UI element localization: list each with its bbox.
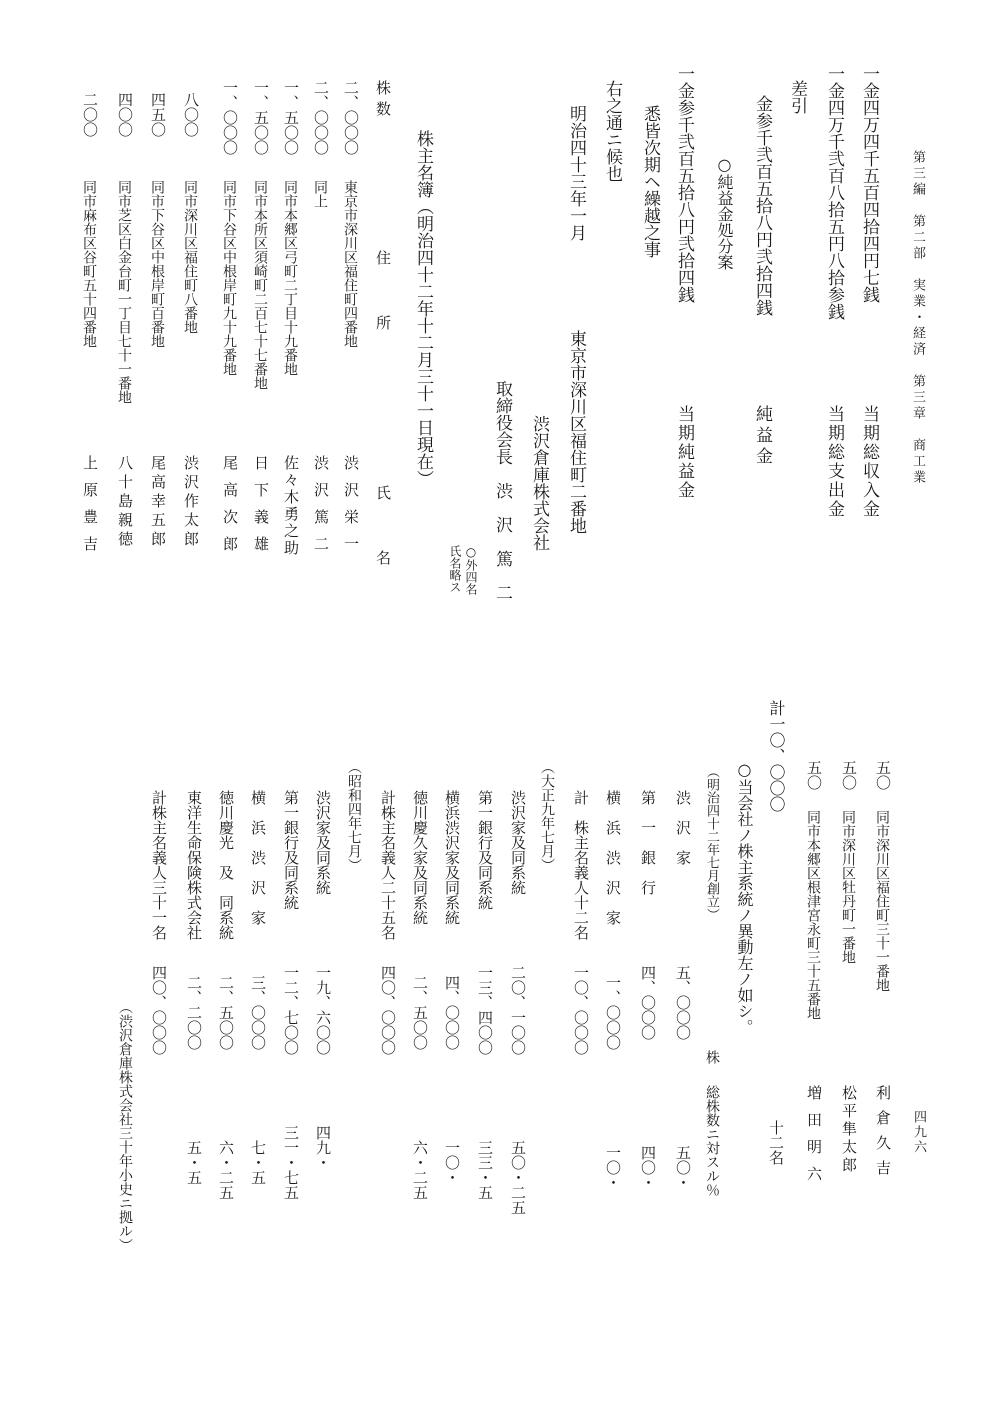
row-name: 日下義雄 <box>252 455 270 563</box>
others-note-1: ○外四名 <box>464 545 478 595</box>
row-address: 同市深川区福住町八番地 <box>182 180 198 334</box>
label-period-net-profit: 当期純益金 <box>674 405 694 500</box>
holder-percent: 四〇・ <box>639 1145 657 1190</box>
holder-shares: 二〇、一〇〇 <box>509 965 527 1055</box>
row-name: 佐々木勇之助 <box>282 455 300 557</box>
changes-intro: ○当会社ノ株主系統ノ異動左ノ如シ。 <box>735 760 754 1035</box>
signer-line: 取締役会長 渋 沢 篤 二 <box>492 380 512 601</box>
row-address: 同市本所区須崎町二百七十七番地 <box>252 180 268 390</box>
row-name: 利倉久吉 <box>874 1085 892 1185</box>
holder-name: 東洋生命保険株式会社 <box>185 790 203 940</box>
row-shares: 五〇 <box>874 760 892 790</box>
row-shares: 四〇〇 <box>116 92 134 137</box>
holder-percent: 三一・七五 <box>282 1125 300 1200</box>
holder-name: 渋 沢 家 <box>674 790 692 865</box>
row-shares: 一、五〇〇 <box>252 80 270 155</box>
row-name: 尾高幸五郎 <box>149 455 167 550</box>
row-name: 渋沢栄一 <box>342 455 360 563</box>
holder-percent: 六・二五 <box>217 1140 235 1200</box>
row-address: 同市下谷区中根岸町九十九番地 <box>221 180 237 376</box>
row-shares: 二、〇〇〇 <box>342 80 360 155</box>
row-name: 松平隼太郎 <box>840 1085 858 1175</box>
holder-percent: 五・五 <box>185 1140 203 1185</box>
holder-name: 第一銀行及同系統 <box>476 790 494 910</box>
row-address: 同市深川区牡丹町一番地 <box>840 810 856 964</box>
row-name: 上原豊吉 <box>81 455 99 563</box>
holder-name: 徳川慶久家及同系統 <box>411 790 429 925</box>
row-shares: 五〇 <box>805 760 823 790</box>
holder-shares: 二、五〇〇 <box>217 975 235 1050</box>
holder-name: 渋沢家及同系統 <box>509 790 527 895</box>
holder-percent: 七・五 <box>249 1140 267 1185</box>
row-shares: 一、〇〇〇 <box>221 80 239 155</box>
row-shares: 八〇〇 <box>182 92 200 137</box>
line-total-expense: 一金四万千弐百八拾五円八拾参銭 <box>824 65 844 320</box>
others-note-2: 氏名略ス <box>448 545 462 593</box>
holder-name: 第一銀行及同系統 <box>282 790 300 910</box>
row-name: 渋沢作太郎 <box>182 455 200 550</box>
line-total-income: 一金四万四千五百四拾四円七銭 <box>859 65 879 303</box>
holder-percent: 五〇・ <box>674 1145 692 1190</box>
register-total-holders: 十二名 <box>767 1120 785 1165</box>
holder-shares: 四〇、〇〇〇 <box>150 965 168 1055</box>
row-name: 増田明六 <box>805 1085 823 1193</box>
holder-percent: 六・二五 <box>411 1140 429 1200</box>
holder-shares: 一三、四〇〇 <box>476 965 494 1055</box>
label-total-expense: 当期総支出金 <box>824 405 844 519</box>
header-address: 住所 <box>374 250 392 380</box>
holder-shares: 四、〇〇〇 <box>639 965 657 1040</box>
row-address: 同市本郷区弓町二丁目十九番地 <box>282 180 298 376</box>
row-address: 同市本郷区根津宮永町三十五番地 <box>805 810 821 1020</box>
holder-name: 第 一 銀 行 <box>639 790 657 895</box>
holder-percent: 五〇・二五 <box>509 1140 527 1215</box>
holder-name: 横 浜 渋 沢 家 <box>604 790 622 925</box>
line-date: 明治四十三年一月 <box>566 105 586 241</box>
row-shares: 四五〇 <box>149 92 167 137</box>
heading-profit-disposal: ○純益金処分案 <box>715 155 734 270</box>
header-shares: 株数 <box>374 80 392 122</box>
line-company-address: 東京市深川区福住町二番地 <box>566 330 586 534</box>
holder-name: 計株主名義人三十一名 <box>150 790 168 940</box>
col-header-percent: 総株数ニ対スル％ <box>704 1085 720 1197</box>
holder-shares: 二、二〇〇 <box>185 975 203 1050</box>
line-net-profit: 金参千弐百五拾八円弐拾四銭 <box>752 95 772 316</box>
holder-name: 計株主名義人二十五名 <box>379 790 397 940</box>
period-label: （昭和四年七月） <box>346 760 362 872</box>
label-net-profit: 純益金 <box>752 405 772 468</box>
holder-name: 渋沢家及同系統 <box>314 790 332 895</box>
holder-shares: 一九、六〇〇 <box>314 965 332 1055</box>
register-title: 株主名簿（明治四十二年十二月三十一日現在） <box>413 130 433 487</box>
row-address: 同上 <box>312 180 328 208</box>
holder-shares: 一〇、〇〇〇 <box>572 965 590 1055</box>
holder-percent: 三三・五 <box>476 1140 494 1200</box>
row-shares: 一、五〇〇 <box>282 80 300 155</box>
label-total-income: 当期総収入金 <box>859 405 879 519</box>
line-period-net-profit: 一金参千弐百五拾八円弐拾四銭 <box>674 65 694 303</box>
row-address: 東京市深川区福住町四番地 <box>342 180 358 348</box>
row-name: 渋沢篤二 <box>312 455 330 563</box>
row-shares: 二、〇〇〇 <box>312 80 330 155</box>
holder-shares: 四〇、〇〇〇 <box>379 965 397 1055</box>
col-header-shares: 株 <box>704 1050 720 1064</box>
source-note: （渋沢倉庫株式会社三十年小史ニ拠ル） <box>117 1000 133 1252</box>
holder-shares: 三、〇〇〇 <box>249 975 267 1050</box>
company-name: 渋沢倉庫株式会社 <box>529 415 549 551</box>
page-number: 四九六 <box>911 1110 926 1155</box>
holder-percent: 四九・ <box>314 1125 332 1170</box>
line-difference: 差引 <box>787 80 807 114</box>
holder-shares: 四、〇〇〇 <box>443 975 461 1050</box>
row-shares: 二〇〇 <box>81 92 99 137</box>
holder-shares: 五、〇〇〇 <box>674 965 692 1040</box>
running-title: 第三編 第二部 実業・経済 第三章 商工業 <box>910 150 925 486</box>
row-address: 同市下谷区中根岸町百番地 <box>149 180 165 348</box>
row-name: 八十島親徳 <box>116 455 134 550</box>
row-address: 同市麻布区谷町五十四番地 <box>81 180 97 348</box>
header-name: 氏名 <box>374 485 392 615</box>
register-total-shares: 計一〇、〇〇〇 <box>767 700 786 812</box>
holder-shares: 二、五〇〇 <box>411 975 429 1050</box>
line-carry-forward: 悉皆次期ヘ繰越之事 <box>640 105 660 258</box>
holder-percent: 一〇・ <box>443 1140 461 1185</box>
holder-name: 計 株主名義人十二名 <box>572 790 590 940</box>
holder-shares: 一二、七〇〇 <box>282 965 300 1055</box>
line-closing: 右之通ニ候也 <box>602 80 622 182</box>
row-name: 尾高次郎 <box>221 455 239 563</box>
row-shares: 五〇 <box>840 760 858 790</box>
row-address: 同市深川区福住町三十一番地 <box>874 810 890 992</box>
period-label: （明治四十二年七月創立） <box>704 765 719 921</box>
holder-name: 横 浜 渋 沢 家 <box>249 790 267 925</box>
row-address: 同市芝区白金台町一丁目七十一番地 <box>116 180 132 404</box>
period-label: （大正九年七月） <box>539 760 555 872</box>
holder-percent: 一〇・ <box>604 1145 622 1190</box>
holder-shares: 一、〇〇〇 <box>604 975 622 1050</box>
holder-name: 横浜渋沢家及同系統 <box>443 790 461 925</box>
holder-name: 徳川慶光 及 同系統 <box>217 790 235 940</box>
